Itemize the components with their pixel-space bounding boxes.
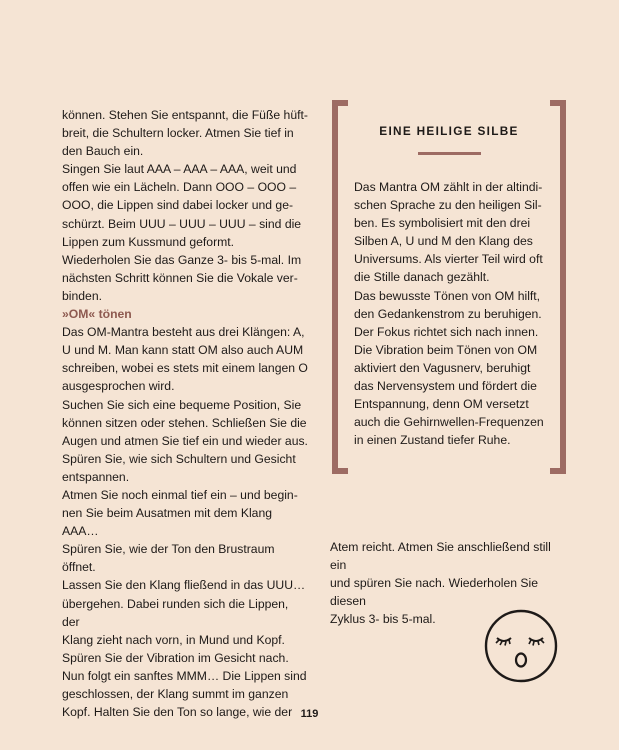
text-line: Spüren Sie der Vibration im Gesicht nach. xyxy=(62,650,289,665)
text-line: breit, die Schultern locker. Atmen Sie tief in xyxy=(62,126,294,141)
box-text-line: das Nervensystem und fördert die xyxy=(354,379,537,394)
text-line: können sitzen oder stehen. Schließen Sie die xyxy=(62,415,307,430)
left-column xyxy=(62,106,308,721)
box-text-line: schen Sprache zu den heiligen Sil- xyxy=(354,198,542,213)
text-line: Spüren Sie, wie der Ton den Brustraum öffnet. xyxy=(62,542,275,575)
text-line: entspannen. xyxy=(62,469,130,484)
text-line: Atem reicht. Atmen Sie anschließend still ein xyxy=(330,540,551,573)
box-text-line: ben. Es symbolisiert mit den drei xyxy=(354,216,531,231)
info-box xyxy=(332,100,566,474)
box-body xyxy=(354,178,554,449)
box-title: EINE HEILIGE SILBE xyxy=(379,124,519,138)
text-line: Klang zieht nach vorn, in Mund und Kopf. xyxy=(62,632,285,647)
box-text-line: Silben A, U und M den Klang des xyxy=(354,234,533,249)
box-text-line: Universums. Als vierter Teil wird oft xyxy=(354,252,543,267)
box-text-line: in einen Zustand tiefer Ruhe. xyxy=(354,433,511,448)
text-line: Augen und atmen Sie tief ein und wieder aus. xyxy=(62,433,308,448)
text-line: binden. xyxy=(62,288,102,303)
text-line: nächsten Schritt können Sie die Vokale ver- xyxy=(62,270,298,285)
page-number: 119 xyxy=(300,708,319,720)
box-text-line: aktiviert den Vagusnerv, beruhigt xyxy=(354,360,531,375)
left-paragraph-vowels xyxy=(62,106,308,305)
text-line: U und M. Man kann statt OM also auch AUM xyxy=(62,343,304,358)
box-text-line: die Stille danach gezählt. xyxy=(354,270,490,285)
text-line: übergehen. Dabei runden sich die Lippen, der xyxy=(62,596,289,629)
subheading-om-toenen: »OM« tönen xyxy=(62,307,132,322)
box-text-line: auch die Gehirnwellen-Frequenzen xyxy=(354,415,544,430)
text-line: und spüren Sie nach. Wiederholen Sie diesen xyxy=(330,576,538,609)
text-line: den Bauch ein. xyxy=(62,144,144,159)
box-text-line: Die Vibration beim Tönen von OM xyxy=(354,342,538,357)
text-line: Spüren Sie, wie sich Schultern und Gesicht xyxy=(62,451,296,466)
title-rule xyxy=(418,152,481,155)
text-line: können. Stehen Sie entspannt, die Füße hüft- xyxy=(62,108,308,122)
text-line: Lassen Sie den Klang fließend in das UUU… xyxy=(62,578,306,593)
left-paragraph-om xyxy=(62,323,308,721)
text-line: offen wie ein Lächeln. Dann OOO – OOO – xyxy=(62,180,297,195)
text-line: OOO, die Lippen sind dabei locker und ge- xyxy=(62,198,294,213)
text-line: nen Sie beim Ausatmen mit dem Klang AAA… xyxy=(62,506,273,539)
box-text-line: Das bewusste Tönen von OM hilft, xyxy=(354,288,541,303)
text-line: schreiben, wobei es stets mit einem langen O xyxy=(62,361,308,376)
text-line: Singen Sie laut AAA – AAA – AAA, weit und xyxy=(62,162,297,177)
text-line: Atmen Sie noch einmal tief ein – und begin- xyxy=(62,487,298,502)
box-text-line: Das Mantra OM zählt in der altindi- xyxy=(354,180,543,194)
text-line: Wiederholen Sie das Ganze 3- bis 5-mal. Im xyxy=(62,252,302,267)
bracket-left xyxy=(332,100,348,474)
singing-face-icon xyxy=(483,608,559,684)
text-line: schürzt. Beim UUU – UUU – UUU – sind die xyxy=(62,216,302,231)
text-line: Zyklus 3- bis 5-mal. xyxy=(330,612,436,627)
text-line: geschlossen, der Klang summt im ganzen xyxy=(62,687,289,701)
text-line: Suchen Sie sich eine bequeme Position, Sie xyxy=(62,397,302,412)
box-text-line: den Gedankenstrom zu beruhigen. xyxy=(354,306,542,321)
text-line: ausgesprochen wird. xyxy=(62,379,175,394)
text-line: Kopf. Halten Sie den Ton so lange, wie der xyxy=(62,705,293,720)
text-line: Lippen zum Kussmund geformt. xyxy=(62,234,235,249)
text-line: Das OM-Mantra besteht aus drei Klängen: A, xyxy=(62,325,305,340)
box-text-line: Der Fokus richtet sich nach innen. xyxy=(354,324,539,339)
box-text-line: Entspannung, denn OM versetzt xyxy=(354,397,529,412)
text-line: Nun folgt ein sanftes MMM… Die Lippen sind xyxy=(62,668,307,683)
